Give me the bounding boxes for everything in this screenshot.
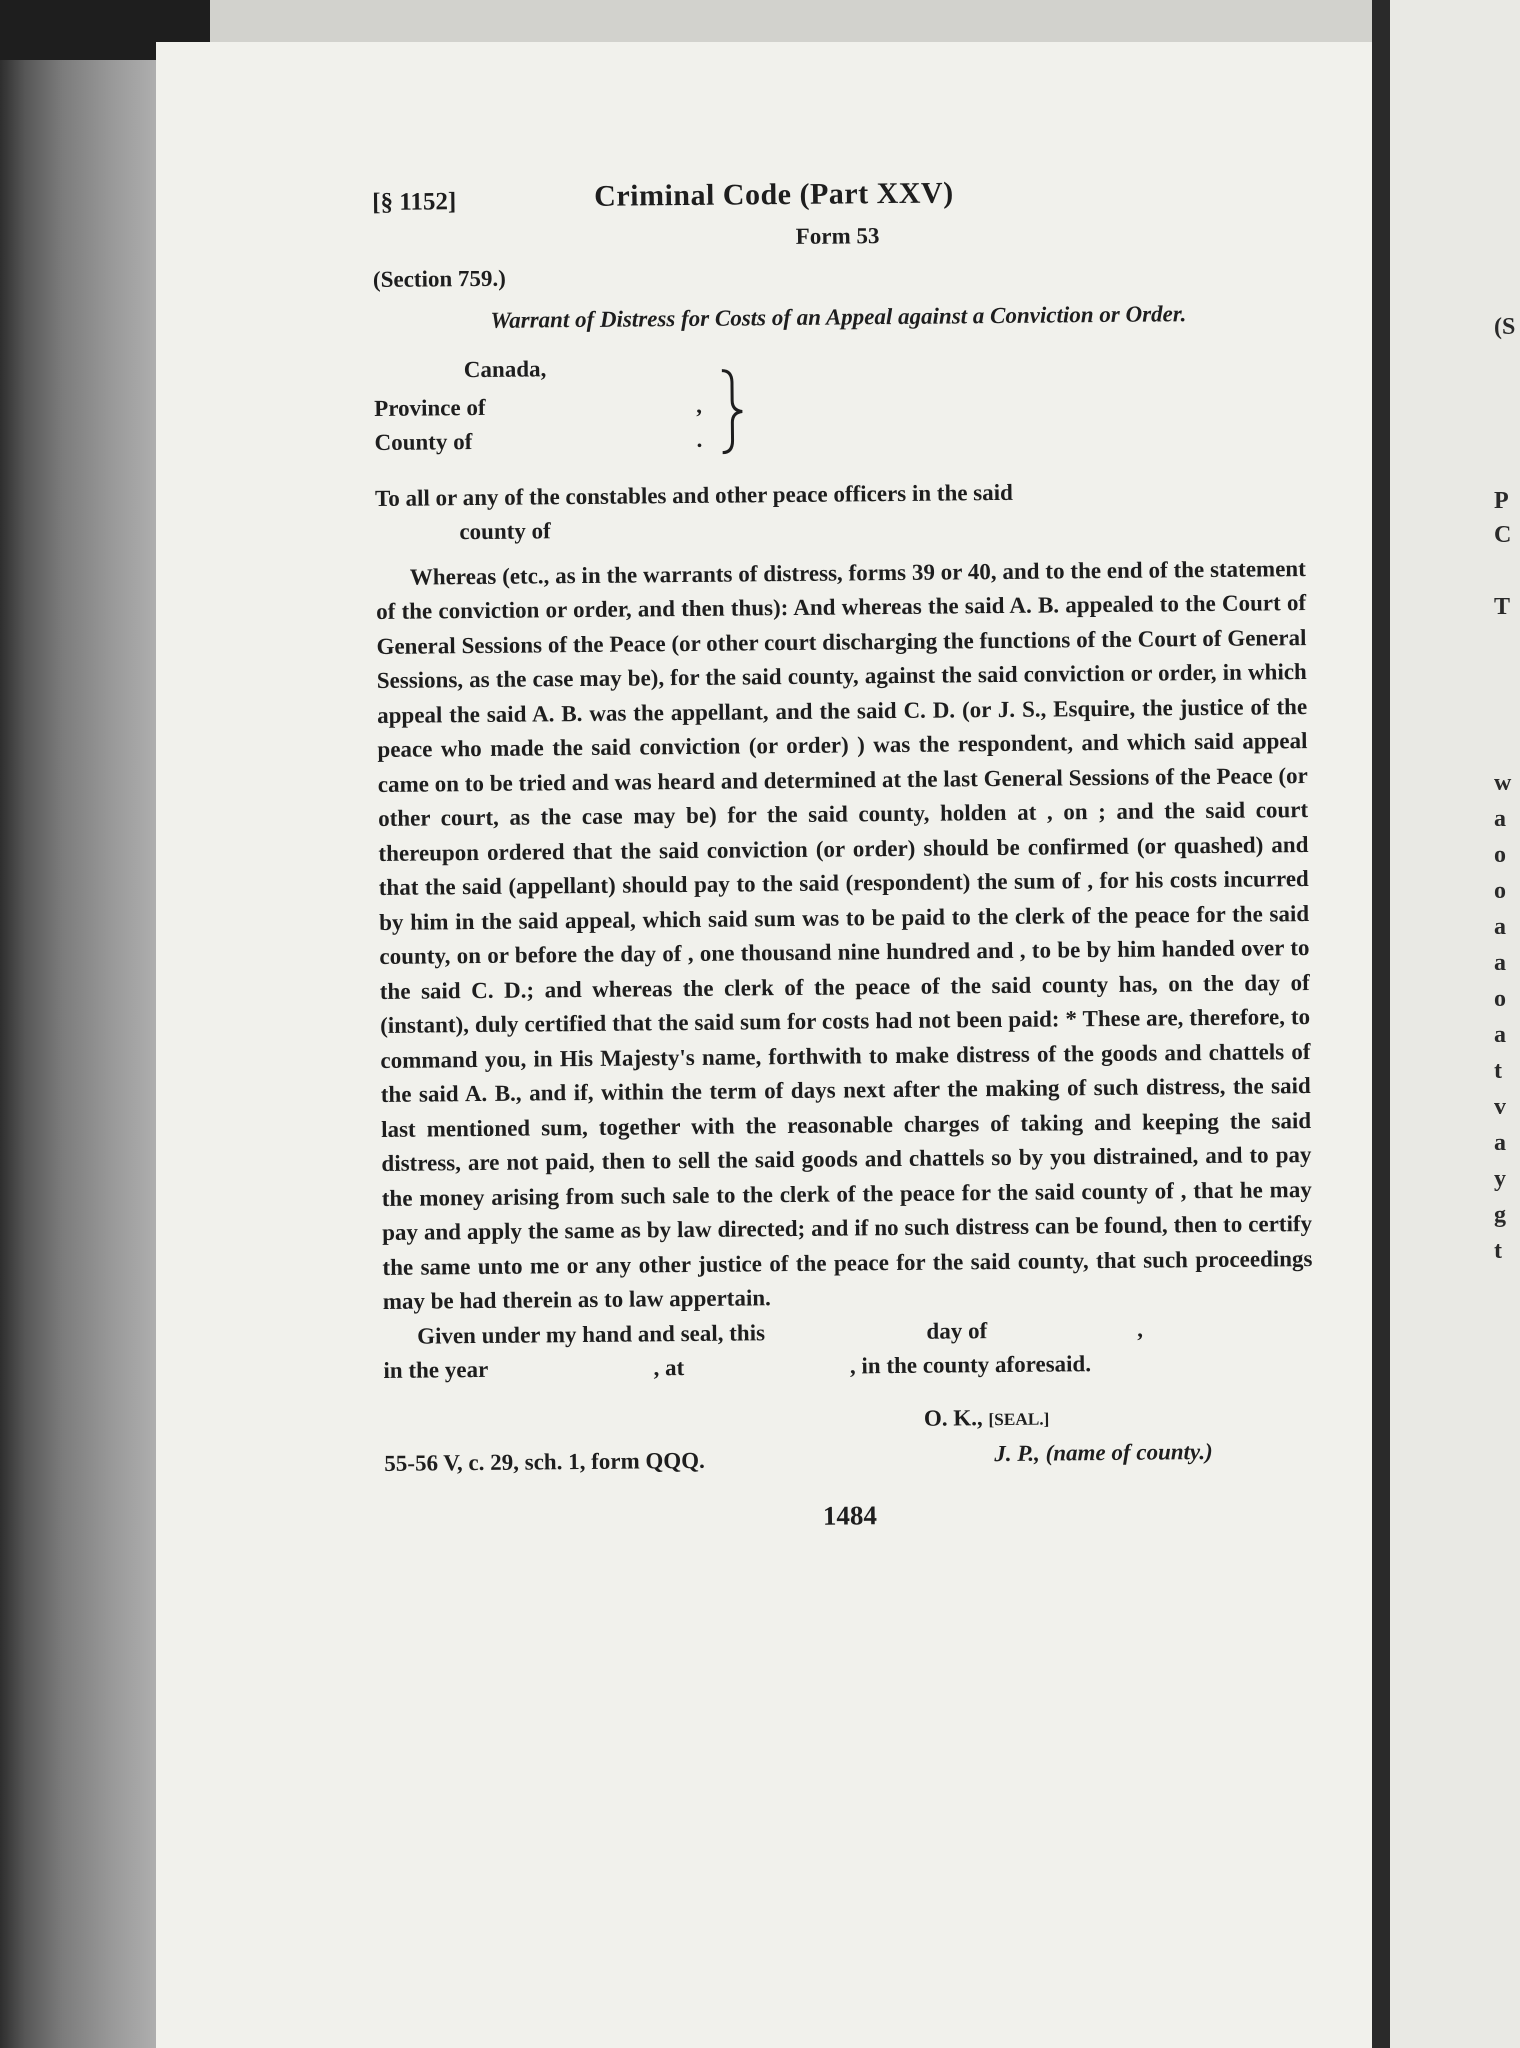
- section-note: (Section 759.): [372, 265, 506, 292]
- facing-fragment: w: [1494, 770, 1512, 796]
- facing-fragment: t: [1494, 1238, 1502, 1264]
- facing-fragment: y: [1494, 1166, 1506, 1192]
- venue-province: Province of: [374, 394, 486, 421]
- signature-block: [384, 1398, 1315, 1477]
- venue-period: .: [696, 426, 703, 452]
- facing-fragment: P: [1494, 488, 1509, 514]
- facing-page-fragments: [1494, 0, 1520, 2048]
- statute-reference: 55-56 V, c. 29, sch. 1, form QQQ.: [384, 1447, 705, 1476]
- venue-county: County of: [374, 428, 473, 455]
- facing-fragment: a: [1494, 1130, 1506, 1156]
- facing-fragment: a: [1494, 1022, 1506, 1048]
- curly-brace-icon: [718, 368, 747, 454]
- facing-fragment: a: [1494, 914, 1506, 940]
- body-paragraph: Whereas (etc., as in the warrants of distress, forms 39 or 40, and to the end of the statement of the conviction or order, and then thus): And whereas the said A. B. appealed to the Court of General Sessions of the Peace (or other court discharging the functions of the Court of General Sessions, as the case may be), for the said county, against the said conviction or order, in which appeal the said A. B. was the appellant, and the said C. D. (or J. S., Esquire, the justice of the peace who made the said conviction (or order) ) was the respondent, and which said appeal came on to be tried and was heard and determined at the last General Sessions of the Peace (or other court, as the case may be) for the said county, holden at , on ; and the said court thereupon ordered that the said conviction (or order) should be confirmed (or quashed) and that the said (appellant) should pay to the said (respondent) the sum of , for his costs incurred by him in the said appeal, which said sum was to be paid to the clerk of the peace for the said county, on or before the day of , one thousand nine hundred and , to be by him handed over to the said C. D.; and whereas the clerk of the peace of the said county has, on the day of (instant), duly certified that the said sum for costs had not been paid: * These are, therefore, to command you, in His Majesty's name, forthwith to make distress of the goods and chattels of the said A. B., and if, within the term of days next after the making of such distress, the said last mentioned sum, together with the reasonable charges of taking and keeping the said distress, are not paid, then to sell the said goods and chattels so by you distrained, and to pay the money arising from such sale to the clerk of the peace for the said county of , that he may pay and apply the same as by law directed; and if no such distress can be found, then to certify the same unto me or any other justice of the peace for the said county, that such proceedings may be had therein as to law appertain.: [376, 555, 1313, 1314]
- page-content: [372, 169, 1315, 1537]
- address-line: [375, 473, 1306, 551]
- facing-fragment: g: [1494, 1202, 1506, 1228]
- section-reference: [§ 1152]: [372, 188, 457, 216]
- facing-fragment: a: [1494, 806, 1506, 832]
- facing-fragment: (S: [1494, 314, 1516, 340]
- dateline-day-of: day of: [926, 1317, 988, 1344]
- facing-fragment: T: [1494, 594, 1511, 620]
- signer-initials: O. K.,: [923, 1404, 983, 1431]
- page-header: [372, 169, 1302, 218]
- signature-title: J. P., (name of county.): [994, 1438, 1213, 1466]
- form-title: Warrant of Distress for Costs of an Appeal against a Conviction or Order.: [490, 301, 1187, 333]
- venue-country: Canada,: [463, 355, 547, 382]
- facing-fragment: o: [1494, 878, 1506, 904]
- gutter-shadow: [1372, 0, 1390, 2048]
- dateline-county: , in the county aforesaid.: [849, 1351, 1092, 1379]
- address-line-2: county of: [459, 518, 551, 545]
- signature-name: [924, 1400, 1050, 1438]
- venue-comma: ,: [696, 392, 703, 418]
- dateline-given: Given under my hand and seal, this: [416, 1319, 766, 1349]
- page-number: 1484: [822, 1499, 877, 1531]
- form-number: Form 53: [795, 223, 880, 249]
- facing-fragment: t: [1494, 1058, 1502, 1084]
- running-title: Criminal Code (Part XXV): [594, 176, 954, 213]
- facing-fragment: a: [1494, 950, 1506, 976]
- facing-fragment: o: [1494, 986, 1506, 1012]
- dateline-in-the-year: in the year: [383, 1356, 488, 1383]
- facing-fragment: v: [1494, 1094, 1506, 1120]
- facing-fragment: C: [1494, 522, 1512, 548]
- dateline-comma: ,: [1137, 1316, 1144, 1342]
- dateline-at: , at: [653, 1355, 685, 1381]
- seal-mark: [SEAL.]: [988, 1409, 1050, 1429]
- venue-block: [374, 345, 1305, 472]
- facing-fragment: o: [1494, 842, 1506, 868]
- address-line-1: To all or any of the constables and other peace officers in the said: [374, 479, 1013, 511]
